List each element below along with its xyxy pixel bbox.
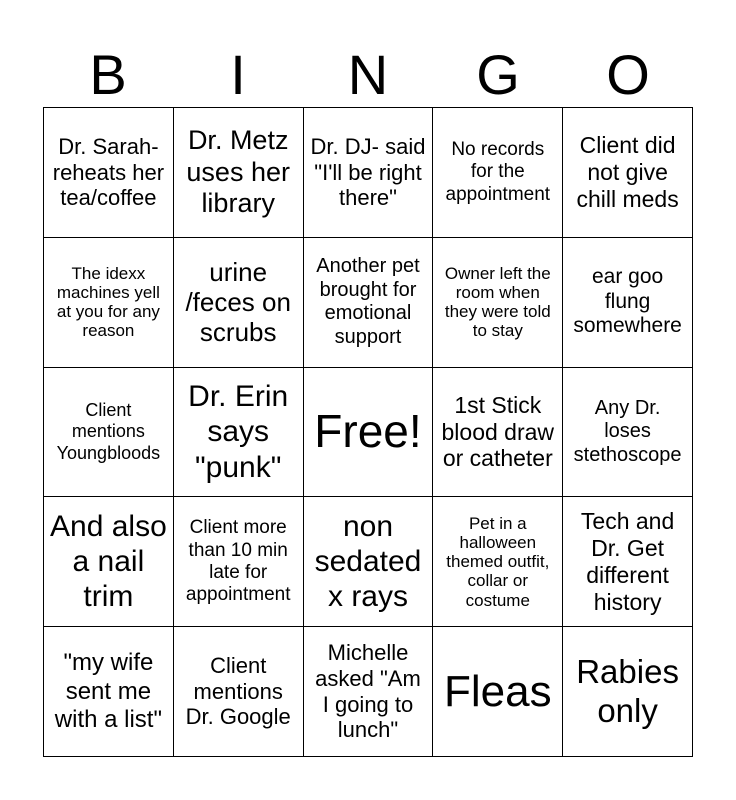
cell-text: Client did not give chill meds xyxy=(576,132,679,212)
bingo-cell[interactable] xyxy=(174,368,304,498)
cell-text: ear goo flung somewhere xyxy=(573,265,682,338)
cell-text: "my wife sent me with a list" xyxy=(54,649,162,733)
cell-text: Client mentions Dr. Google xyxy=(185,652,291,730)
cell-text: Tech and Dr. Get different history xyxy=(580,507,675,615)
bingo-cell[interactable] xyxy=(563,627,693,757)
bingo-cell[interactable] xyxy=(433,238,563,368)
header-letter-n: N xyxy=(347,43,389,106)
cell-text: Any Dr. loses stethoscope xyxy=(573,396,682,466)
bingo-cell[interactable] xyxy=(304,108,434,238)
bingo-cell[interactable] xyxy=(174,238,304,368)
bingo-cell[interactable] xyxy=(44,108,174,238)
header-letter-i: I xyxy=(230,43,246,106)
cell-text: Rabies only xyxy=(576,652,679,729)
cell-text: No records for the appointment xyxy=(445,139,551,205)
cell-text: Dr. Metz uses her library xyxy=(186,125,290,219)
bingo-cell[interactable] xyxy=(563,108,693,238)
bingo-cell[interactable] xyxy=(433,627,563,757)
cell-text: 1st Stick blood draw or catheter xyxy=(441,391,555,472)
cell-text: Fleas xyxy=(443,666,552,716)
cell-text: urine /feces on scrubs xyxy=(185,256,291,348)
cell-text: Dr. Erin says "punk" xyxy=(188,380,289,484)
bingo-cell[interactable] xyxy=(304,627,434,757)
bingo-cell[interactable] xyxy=(304,497,434,627)
header-letter-b: B xyxy=(89,43,127,106)
cell-text: Dr. Sarah- reheats her tea/coffee xyxy=(52,133,165,211)
cell-text: The idexx machines yell at you for any reason xyxy=(56,263,160,341)
bingo-header xyxy=(43,42,693,108)
bingo-cell[interactable] xyxy=(44,497,174,627)
cell-text: And also a nail trim xyxy=(50,510,167,614)
cell-text: Pet in a halloween themed outfit, collar or costume xyxy=(446,513,550,610)
cell-text: Client more than 10 min late for appointment xyxy=(185,517,291,605)
cell-text: Dr. DJ- said "I'll be right there" xyxy=(310,133,426,211)
bingo-cell[interactable] xyxy=(174,627,304,757)
bingo-cell[interactable] xyxy=(563,497,693,627)
bingo-cell[interactable] xyxy=(563,238,693,368)
bingo-cell[interactable] xyxy=(563,368,693,498)
header-letter-o: O xyxy=(606,43,650,106)
bingo-cell[interactable] xyxy=(433,368,563,498)
cell-text: non sedated x rays xyxy=(314,510,422,614)
bingo-cell[interactable] xyxy=(44,627,174,757)
cell-text: Free! xyxy=(314,405,422,458)
bingo-cell[interactable] xyxy=(44,238,174,368)
bingo-cell[interactable] xyxy=(433,497,563,627)
bingo-cell[interactable] xyxy=(44,368,174,498)
bingo-cell[interactable] xyxy=(174,108,304,238)
cell-text: Client mentions Youngbloods xyxy=(56,400,161,463)
bingo-cell[interactable] xyxy=(304,238,434,368)
header-letter-g: G xyxy=(476,43,520,106)
bingo-cell[interactable] xyxy=(174,497,304,627)
cell-text: Another pet brought for emotional support xyxy=(316,255,420,348)
bingo-cell[interactable] xyxy=(433,108,563,238)
cell-text: Owner left the room when they were told to stay xyxy=(444,263,551,341)
cell-text: Michelle asked "Am I going to lunch" xyxy=(315,640,421,743)
free-space[interactable] xyxy=(304,368,434,498)
bingo-board xyxy=(43,107,693,757)
